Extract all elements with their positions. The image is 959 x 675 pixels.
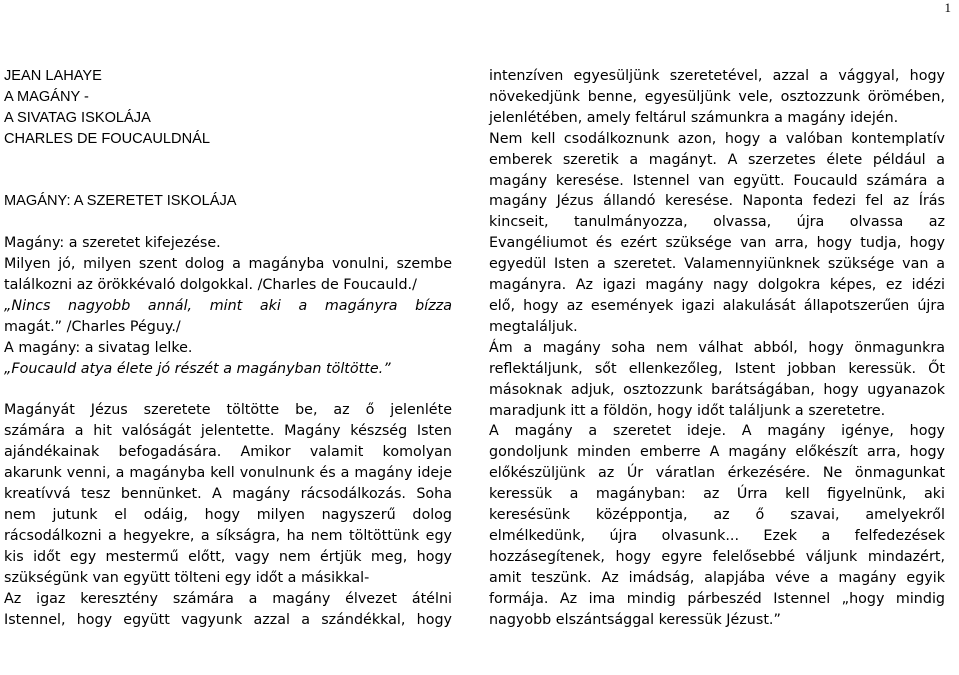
paragraph-line: Ám a magány soha nem válhat abból, hogy önmagunkra [489,339,945,356]
quote-line: Magány: a szeretet kifejezése. [4,235,221,252]
paragraph-line: másoknak adjuk, osztozzunk barátságában, hogy ugyanazok [489,381,945,398]
header-subject: CHARLES DE FOUCAULDNÁL [4,130,210,147]
paragraph-line: gondoljunk minden emberre A magány előkészít arra, hogy [489,444,945,461]
paragraph-line: magány keresése. Istennel van együtt. Foucauld számára a [489,172,945,189]
page-number: 1 [944,0,951,15]
paragraph-line: Az igaz keresztény számára a magány élvezet átélni [4,590,452,607]
paragraph-line: Istennel, hogy együtt vagyunk azzal a szándékkal, hogy [4,611,452,628]
section-title: MAGÁNY: A SZERETET ISKOLÁJA [4,193,237,210]
paragraph-line: kincseit, tanulmányozza, olvassa, újra olvassa az [489,214,945,231]
paragraph-line: emberek szeretik a magányt. A szerzetes élete például a [489,151,945,168]
header-subtitle: A SIVATAG ISKOLÁJA [4,109,151,126]
quote-line: „Foucauld atya élete jó részét a magányban töltötte.” [4,360,391,377]
left-paragraph [4,400,452,630]
paragraph-line: megtaláljuk. [489,318,578,335]
paragraph-line: akarunk venni, a magányba kell vonulnunk és a magány ideje [4,465,452,482]
paragraph-line: formája. Az ima mindig párbeszéd Istennel „hogy mindig [489,590,945,607]
paragraph-line: egyedül Isten a szeretet. Valamennyiünknek szüksége van a [489,256,945,273]
quote-line: „Nincs nagyobb annál, mint aki a magányra bízza [4,297,452,314]
paragraph-line: számára a hit valóságát jelentette. Magány készség Isten [4,423,452,440]
paragraph-line: reflektáljunk, sőt ellenkezőleg, Istent jobban keressük. Őt [489,360,945,377]
paragraph-line: intenzíven egyesüljünk szeretetével, azzal a vággyal, hogy [489,68,945,84]
right-column [489,66,945,630]
paragraph-line: A magány a szeretet ideje. A magány igénye, hogy [489,423,945,440]
paragraph-line: hozzásegítenek, hogy egyre felelősebbé váljunk mindazért, [489,548,945,565]
paragraph-line: magány Jézus állandó keresése. Naponta fedezi fel az Írás [489,193,945,210]
paragraph-line: elmélkedünk, újra olvasunk... Ezek a felfedezések [489,527,945,544]
paragraph-line: ajándékainak befogadására. Amikor valamit komolyan [4,444,452,461]
paragraph-line: szükségünk van együtt tölteni egy időt a másikkal- [4,569,370,586]
header-author: JEAN LAHAYE [4,68,102,84]
paragraph-line: amit teszünk. Az imádság, alapjába véve a magány egyik [489,569,945,586]
paragraph-line: magányra. Az igazi magány nagy dolgokra képes, ez idézi [489,277,945,294]
quotes-block [4,233,452,379]
left-column [4,66,452,630]
paragraph-line: nem jutunk el odáig, hogy milyen nagyszerű dolog [4,506,452,523]
paragraph-line: elő, hogy az események igazi alakulását állapotszerűen újra [489,297,945,314]
quote-line: Milyen jó, milyen szent dolog a magányba vonulni, szembe [4,256,452,273]
quote-line: magát.” /Charles Péguy./ [4,318,181,335]
paragraph-line: kreatívvá tesz bennünket. A magány rácsodálkozás. Soha [4,486,452,503]
paragraph-line: kis időt egy mestermű előtt, vagy nem értjük meg, hogy [4,548,452,565]
paragraph-line: keresésünk középpontja, az ő szavai, amelyekről [489,507,945,524]
paragraph-line: rácsodálkozni a hegyekre, a síkságra, ha nem töltöttünk egy [4,527,452,544]
document-header [4,66,452,150]
paragraph-line: keressük a magányban: az Úrra kell figyelnünk, aki [489,486,945,503]
paragraph-line: Nem kell csodálkoznunk azon, hogy a valóban kontemplatív [489,130,945,147]
quote-line: találkozni az örökkévaló dolgokkal. /Charles de Foucauld./ [4,277,417,294]
paragraph-line: nagyobb elszántsággal keressük Jézust.” [489,611,781,628]
header-title: A MAGÁNY - [4,88,89,105]
paragraph-line: Evangéliumot és ezért szüksége van arra, hogy tudja, hogy [489,235,945,252]
paragraph-line: jelenlétében, amely feltárul számunkra a magány idején. [489,109,899,126]
paragraph-line: növekedjünk benne, egyesüljünk vele, osztozzunk örömében, [489,88,945,105]
paragraph-line: előkészüljünk az Úr váratlan érkezésére. Ne önmagunkat [489,465,945,482]
paragraph-line: Magányát Jézus szeretete töltötte be, az ő jelenléte [4,402,452,419]
paragraph-line: maradjunk itt a földön, hogy időt találjunk a szeretetre. [489,402,886,419]
quote-line: A magány: a sivatag lelke. [4,339,193,356]
right-paragraph [489,66,945,630]
